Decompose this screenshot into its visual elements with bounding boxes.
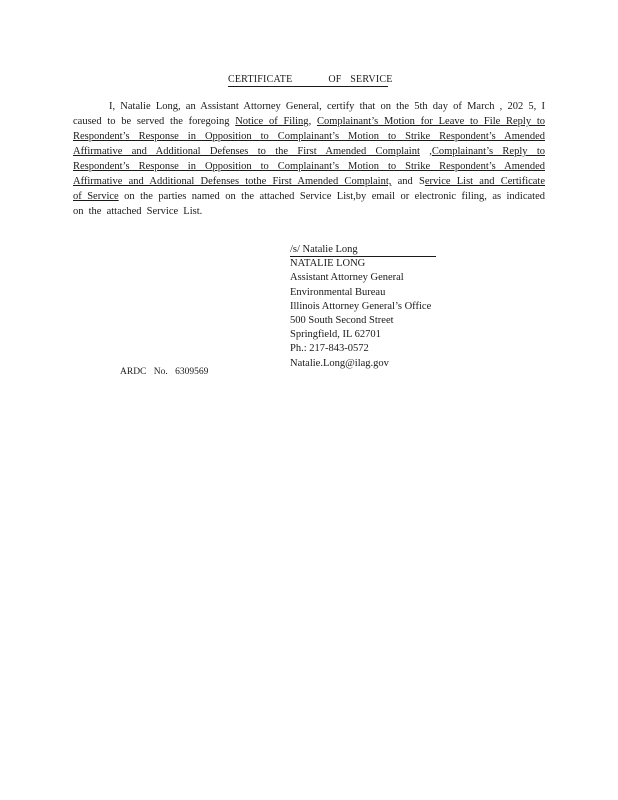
motion-for-leave-ref: Complainant’s Motion for Leave to File Reply to Respondent’s Response in Opposition to Complainant’s Motion to Strike Respondent’s Amended Affirmative and Additional Defenses to the First Amended Complaint — [73, 116, 546, 157]
signer-name: NATALIE LONG — [290, 258, 366, 270]
notice-of-filing-ref: Notice of Filing — [235, 116, 309, 127]
paragraph-sep-2: , — [419, 146, 432, 157]
signer-email: Natalie.Long@ilag.gov — [290, 357, 389, 369]
signer-phone: Ph.: 217-843-0572 — [290, 343, 369, 355]
signer-office: Illinois Attorney General’s Office — [290, 300, 432, 312]
paragraph-closing: on the parties named on the attached Service List,by email or electronic filing, as indicated on the attached Service List. — [73, 191, 545, 217]
complainant-reply-ref: Complainant’s Reply to Respondent’s Response in Opposition to Complainant’s Motion to Strike Respondent’s Amended Affirmative and Additional Defenses tothe First Amended Complaint, — [73, 146, 545, 187]
paragraph-sep-1: , — [308, 116, 317, 127]
title-of-service: OF SERVICE — [328, 74, 393, 85]
signer-street: 500 South Second Street — [290, 315, 394, 327]
service-list-ref: ervice List and Certificate of Service — [73, 176, 546, 202]
signature-block — [290, 243, 490, 371]
title-certificate: CERTIFICATE — [228, 74, 293, 85]
signature-line: /s/ Natalie Long — [290, 243, 436, 257]
certificate-paragraph — [73, 99, 545, 219]
signer-bureau: Environmental Bureau — [290, 286, 386, 298]
paragraph-intro: I, Natalie Long, an Assistant Attorney General, certify that on the 5th day of March , 202 5, I caused to be served the foregoing — [73, 101, 545, 127]
signer-title: Assistant Attorney General — [290, 272, 404, 284]
document-title — [228, 74, 393, 87]
ardc-number: ARDC No. 6309569 — [120, 367, 209, 377]
paragraph-sep-3: and S — [391, 176, 425, 187]
signer-city: Springfield, IL 62701 — [290, 329, 381, 341]
